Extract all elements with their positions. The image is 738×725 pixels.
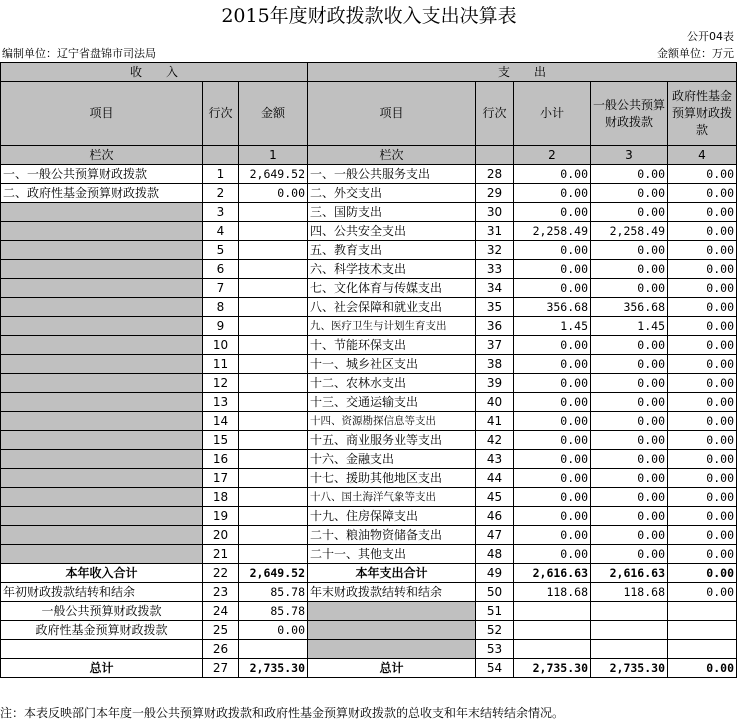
expense-row-no: 40 bbox=[476, 393, 514, 412]
expense-row-no: 29 bbox=[476, 184, 514, 203]
table-row bbox=[1, 317, 737, 336]
expense-general bbox=[591, 602, 668, 621]
income-item bbox=[1, 374, 203, 393]
expense-general: 0.00 bbox=[591, 260, 668, 279]
expense-fund: 0.00 bbox=[668, 184, 737, 203]
expense-item: 十五、商业服务业等支出 bbox=[308, 431, 476, 450]
expense-general: 0.00 bbox=[591, 241, 668, 260]
expense-fund: 0.00 bbox=[668, 526, 737, 545]
income-item: 政府性基金预算财政拨款 bbox=[1, 621, 203, 640]
expense-fund: 0.00 bbox=[668, 165, 737, 184]
report-title: 2015年度财政拨款收入支出决算表 bbox=[221, 5, 517, 27]
expense-general: 2,258.49 bbox=[591, 222, 668, 241]
income-amount bbox=[239, 298, 308, 317]
income-row-no: 27 bbox=[203, 659, 239, 678]
expense-subtotal: 0.00 bbox=[514, 393, 591, 412]
expense-fund: 0.00 bbox=[668, 545, 737, 564]
expense-fund: 0.00 bbox=[668, 431, 737, 450]
table-row bbox=[1, 260, 737, 279]
expense-fund: 0.00 bbox=[668, 260, 737, 279]
income-amount: 85.78 bbox=[239, 602, 308, 621]
expense-subtotal bbox=[514, 640, 591, 659]
income-item bbox=[1, 279, 203, 298]
income-amount: 2,735.30 bbox=[239, 659, 308, 678]
expense-general: 0.00 bbox=[591, 184, 668, 203]
table-row bbox=[1, 355, 737, 374]
income-amount: 0.00 bbox=[239, 184, 308, 203]
expense-item: 十三、交通运输支出 bbox=[308, 393, 476, 412]
table-row bbox=[1, 431, 737, 450]
income-item: 二、政府性基金预算财政拨款 bbox=[1, 184, 203, 203]
expense-row-no: 43 bbox=[476, 450, 514, 469]
expense-subtotal: 0.00 bbox=[514, 469, 591, 488]
expense-item: 六、科学技术支出 bbox=[308, 260, 476, 279]
expense-row-no: 52 bbox=[476, 621, 514, 640]
income-row-no: 12 bbox=[203, 374, 239, 393]
expense-subtotal: 0.00 bbox=[514, 374, 591, 393]
income-section-header: 收 入 bbox=[1, 63, 308, 82]
income-item bbox=[1, 241, 203, 260]
table-row bbox=[1, 393, 737, 412]
table-row bbox=[1, 602, 737, 621]
income-amount bbox=[239, 412, 308, 431]
income-row-no: 16 bbox=[203, 450, 239, 469]
col-index-label-expense: 栏次 bbox=[308, 146, 476, 165]
expense-item: 四、公共安全支出 bbox=[308, 222, 476, 241]
col-index-blank-expense bbox=[476, 146, 514, 165]
table-row bbox=[1, 374, 737, 393]
expense-row-no: 45 bbox=[476, 488, 514, 507]
income-amount bbox=[239, 450, 308, 469]
income-row-no: 7 bbox=[203, 279, 239, 298]
expense-item bbox=[308, 640, 476, 659]
income-amount bbox=[239, 241, 308, 260]
expense-subtotal: 118.68 bbox=[514, 583, 591, 602]
budget-table bbox=[0, 62, 737, 678]
income-row-no: 15 bbox=[203, 431, 239, 450]
expense-general: 0.00 bbox=[591, 507, 668, 526]
expense-item: 二十一、其他支出 bbox=[308, 545, 476, 564]
income-row-no: 24 bbox=[203, 602, 239, 621]
expense-fund: 0.00 bbox=[668, 317, 737, 336]
expense-item: 十六、金融支出 bbox=[308, 450, 476, 469]
header-row-no-expense: 行次 bbox=[476, 82, 514, 146]
table-row bbox=[1, 526, 737, 545]
col-index-3: 3 bbox=[591, 146, 668, 165]
income-row-no: 10 bbox=[203, 336, 239, 355]
table-row bbox=[1, 279, 737, 298]
expense-general: 0.00 bbox=[591, 165, 668, 184]
col-index-4: 4 bbox=[668, 146, 737, 165]
expense-fund: 0.00 bbox=[668, 488, 737, 507]
expense-general: 0.00 bbox=[591, 450, 668, 469]
expense-subtotal: 0.00 bbox=[514, 488, 591, 507]
compiling-unit: 编制单位：辽宁省盘锦市司法局 bbox=[2, 47, 156, 60]
table-row bbox=[1, 640, 737, 659]
expense-row-no: 32 bbox=[476, 241, 514, 260]
expense-item bbox=[308, 602, 476, 621]
income-item: 一般公共预算财政拨款 bbox=[1, 602, 203, 621]
income-amount bbox=[239, 431, 308, 450]
expense-general: 356.68 bbox=[591, 298, 668, 317]
expense-fund bbox=[668, 621, 737, 640]
income-row-no: 9 bbox=[203, 317, 239, 336]
income-item: 本年收入合计 bbox=[1, 564, 203, 583]
expense-row-no: 47 bbox=[476, 526, 514, 545]
expense-subtotal: 0.00 bbox=[514, 241, 591, 260]
income-item bbox=[1, 260, 203, 279]
expense-fund: 0.00 bbox=[668, 279, 737, 298]
income-item bbox=[1, 412, 203, 431]
expense-item: 十九、住房保障支出 bbox=[308, 507, 476, 526]
table-row bbox=[1, 336, 737, 355]
expense-fund: 0.00 bbox=[668, 298, 737, 317]
income-row-no: 17 bbox=[203, 469, 239, 488]
table-row bbox=[1, 222, 737, 241]
expense-subtotal: 0.00 bbox=[514, 336, 591, 355]
table-row bbox=[1, 203, 737, 222]
expense-fund: 0.00 bbox=[668, 469, 737, 488]
expense-row-no: 39 bbox=[476, 374, 514, 393]
expense-general: 0.00 bbox=[591, 279, 668, 298]
expense-item: 一、一般公共服务支出 bbox=[308, 165, 476, 184]
income-amount: 85.78 bbox=[239, 583, 308, 602]
expense-subtotal: 0.00 bbox=[514, 431, 591, 450]
income-item: 总计 bbox=[1, 659, 203, 678]
table-row bbox=[1, 165, 737, 184]
income-row-no: 3 bbox=[203, 203, 239, 222]
expense-general: 0.00 bbox=[591, 203, 668, 222]
income-amount bbox=[239, 374, 308, 393]
table-row bbox=[1, 469, 737, 488]
expense-subtotal: 1.45 bbox=[514, 317, 591, 336]
expense-row-no: 34 bbox=[476, 279, 514, 298]
expense-item: 八、社会保障和就业支出 bbox=[308, 298, 476, 317]
income-amount bbox=[239, 545, 308, 564]
header-item: 项目 bbox=[1, 82, 203, 146]
income-row-no: 6 bbox=[203, 260, 239, 279]
expense-general: 1.45 bbox=[591, 317, 668, 336]
income-amount bbox=[239, 507, 308, 526]
expense-row-no: 36 bbox=[476, 317, 514, 336]
expense-row-no: 44 bbox=[476, 469, 514, 488]
income-amount bbox=[239, 203, 308, 222]
income-amount bbox=[239, 279, 308, 298]
expense-subtotal: 0.00 bbox=[514, 450, 591, 469]
expense-row-no: 37 bbox=[476, 336, 514, 355]
expense-subtotal: 0.00 bbox=[514, 165, 591, 184]
income-amount: 0.00 bbox=[239, 621, 308, 640]
income-row-no: 2 bbox=[203, 184, 239, 203]
expense-subtotal bbox=[514, 602, 591, 621]
expense-general: 0.00 bbox=[591, 412, 668, 431]
expense-row-no: 42 bbox=[476, 431, 514, 450]
income-amount bbox=[239, 526, 308, 545]
table-row bbox=[1, 412, 737, 431]
expense-row-no: 33 bbox=[476, 260, 514, 279]
income-item bbox=[1, 222, 203, 241]
expense-item: 十一、城乡社区支出 bbox=[308, 355, 476, 374]
table-row bbox=[1, 507, 737, 526]
expense-general bbox=[591, 621, 668, 640]
expense-item bbox=[308, 621, 476, 640]
expense-row-no: 28 bbox=[476, 165, 514, 184]
col-index-2: 2 bbox=[514, 146, 591, 165]
expense-row-no: 31 bbox=[476, 222, 514, 241]
income-row-no: 23 bbox=[203, 583, 239, 602]
income-row-no: 25 bbox=[203, 621, 239, 640]
table-row bbox=[1, 184, 737, 203]
income-row-no: 19 bbox=[203, 507, 239, 526]
table-row bbox=[1, 488, 737, 507]
expense-item: 十四、资源勘探信息等支出 bbox=[308, 412, 476, 431]
expense-fund: 0.00 bbox=[668, 336, 737, 355]
expense-fund: 0.00 bbox=[668, 583, 737, 602]
expense-subtotal bbox=[514, 621, 591, 640]
income-row-no: 22 bbox=[203, 564, 239, 583]
expense-fund: 0.00 bbox=[668, 507, 737, 526]
expense-subtotal: 2,735.30 bbox=[514, 659, 591, 678]
expense-subtotal: 0.00 bbox=[514, 260, 591, 279]
income-row-no: 5 bbox=[203, 241, 239, 260]
expense-general: 2,735.30 bbox=[591, 659, 668, 678]
expense-section-header: 支 出 bbox=[308, 63, 737, 82]
table-row bbox=[1, 298, 737, 317]
expense-general: 0.00 bbox=[591, 355, 668, 374]
income-item bbox=[1, 450, 203, 469]
header-subtotal: 小计 bbox=[514, 82, 591, 146]
expense-general: 0.00 bbox=[591, 431, 668, 450]
header-amount: 金额 bbox=[239, 82, 308, 146]
column-index-row bbox=[1, 146, 737, 165]
table-row bbox=[1, 583, 737, 602]
section-header-row bbox=[1, 63, 737, 82]
expense-item: 五、教育支出 bbox=[308, 241, 476, 260]
expense-row-no: 51 bbox=[476, 602, 514, 621]
income-row-no: 14 bbox=[203, 412, 239, 431]
table-row bbox=[1, 564, 737, 583]
expense-fund: 0.00 bbox=[668, 412, 737, 431]
income-amount bbox=[239, 488, 308, 507]
expense-item: 十、节能环保支出 bbox=[308, 336, 476, 355]
table-row bbox=[1, 621, 737, 640]
income-amount bbox=[239, 393, 308, 412]
expense-item: 年末财政拨款结转和结余 bbox=[308, 583, 476, 602]
expense-subtotal: 0.00 bbox=[514, 279, 591, 298]
expense-general: 118.68 bbox=[591, 583, 668, 602]
expense-fund bbox=[668, 640, 737, 659]
table-row bbox=[1, 659, 737, 678]
expense-item: 二、外交支出 bbox=[308, 184, 476, 203]
expense-general: 0.00 bbox=[591, 336, 668, 355]
expense-subtotal: 0.00 bbox=[514, 355, 591, 374]
income-item: 一、一般公共预算财政拨款 bbox=[1, 165, 203, 184]
expense-item: 总计 bbox=[308, 659, 476, 678]
expense-subtotal: 0.00 bbox=[514, 526, 591, 545]
expense-item: 本年支出合计 bbox=[308, 564, 476, 583]
footnote: 注：本表反映部门本年度一般公共预算财政拨款和政府性基金预算财政拨款的总收支和年末结转结余情况。 bbox=[0, 706, 565, 720]
expense-subtotal: 0.00 bbox=[514, 203, 591, 222]
income-row-no: 21 bbox=[203, 545, 239, 564]
income-item bbox=[1, 545, 203, 564]
expense-row-no: 49 bbox=[476, 564, 514, 583]
income-amount bbox=[239, 222, 308, 241]
expense-subtotal: 2,258.49 bbox=[514, 222, 591, 241]
expense-row-no: 50 bbox=[476, 583, 514, 602]
header-item-expense: 项目 bbox=[308, 82, 476, 146]
income-row-no: 20 bbox=[203, 526, 239, 545]
expense-item: 十八、国土海洋气象等支出 bbox=[308, 488, 476, 507]
income-item bbox=[1, 640, 203, 659]
income-item bbox=[1, 507, 203, 526]
expense-general: 0.00 bbox=[591, 526, 668, 545]
income-item bbox=[1, 203, 203, 222]
income-item bbox=[1, 431, 203, 450]
expense-row-no: 53 bbox=[476, 640, 514, 659]
header-fund-budget: 政府性基金预算财政拨款 bbox=[668, 82, 737, 146]
header-row-no: 行次 bbox=[203, 82, 239, 146]
expense-item: 二十、粮油物资储备支出 bbox=[308, 526, 476, 545]
amount-unit: 金额单位：万元 bbox=[657, 47, 734, 60]
expense-general bbox=[591, 640, 668, 659]
income-row-no: 4 bbox=[203, 222, 239, 241]
income-amount bbox=[239, 355, 308, 374]
expense-subtotal: 356.68 bbox=[514, 298, 591, 317]
income-item bbox=[1, 336, 203, 355]
expense-row-no: 46 bbox=[476, 507, 514, 526]
income-row-no: 11 bbox=[203, 355, 239, 374]
expense-fund bbox=[668, 602, 737, 621]
income-row-no: 18 bbox=[203, 488, 239, 507]
expense-subtotal: 0.00 bbox=[514, 412, 591, 431]
expense-subtotal: 0.00 bbox=[514, 184, 591, 203]
table-row bbox=[1, 450, 737, 469]
income-row-no: 1 bbox=[203, 165, 239, 184]
expense-item: 七、文化体育与传媒支出 bbox=[308, 279, 476, 298]
income-amount: 2,649.52 bbox=[239, 165, 308, 184]
header-general-budget: 一般公共预算财政拨款 bbox=[591, 82, 668, 146]
expense-fund: 0.00 bbox=[668, 241, 737, 260]
table-row bbox=[1, 241, 737, 260]
income-item bbox=[1, 393, 203, 412]
table-row bbox=[1, 545, 737, 564]
expense-fund: 0.00 bbox=[668, 393, 737, 412]
form-number: 公开04表 bbox=[687, 30, 734, 43]
expense-general: 0.00 bbox=[591, 393, 668, 412]
income-amount bbox=[239, 336, 308, 355]
expense-row-no: 54 bbox=[476, 659, 514, 678]
income-amount bbox=[239, 640, 308, 659]
expense-row-no: 38 bbox=[476, 355, 514, 374]
income-item bbox=[1, 298, 203, 317]
expense-fund: 0.00 bbox=[668, 355, 737, 374]
income-item bbox=[1, 355, 203, 374]
expense-item: 十七、援助其他地区支出 bbox=[308, 469, 476, 488]
expense-fund: 0.00 bbox=[668, 450, 737, 469]
expense-fund: 0.00 bbox=[668, 203, 737, 222]
expense-row-no: 41 bbox=[476, 412, 514, 431]
income-item bbox=[1, 317, 203, 336]
expense-row-no: 30 bbox=[476, 203, 514, 222]
expense-fund: 0.00 bbox=[668, 659, 737, 678]
expense-subtotal: 0.00 bbox=[514, 507, 591, 526]
col-index-label: 栏次 bbox=[1, 146, 203, 165]
expense-item: 十二、农林水支出 bbox=[308, 374, 476, 393]
expense-general: 0.00 bbox=[591, 374, 668, 393]
col-index-1: 1 bbox=[239, 146, 308, 165]
income-item bbox=[1, 526, 203, 545]
expense-row-no: 48 bbox=[476, 545, 514, 564]
income-row-no: 26 bbox=[203, 640, 239, 659]
expense-fund: 0.00 bbox=[668, 374, 737, 393]
expense-row-no: 35 bbox=[476, 298, 514, 317]
income-row-no: 8 bbox=[203, 298, 239, 317]
expense-subtotal: 2,616.63 bbox=[514, 564, 591, 583]
expense-general: 0.00 bbox=[591, 469, 668, 488]
column-header-row bbox=[1, 82, 737, 146]
income-amount: 2,649.52 bbox=[239, 564, 308, 583]
income-amount bbox=[239, 469, 308, 488]
income-amount bbox=[239, 260, 308, 279]
income-item: 年初财政拨款结转和结余 bbox=[1, 583, 203, 602]
expense-general: 2,616.63 bbox=[591, 564, 668, 583]
income-item bbox=[1, 488, 203, 507]
income-amount bbox=[239, 317, 308, 336]
expense-fund: 0.00 bbox=[668, 222, 737, 241]
income-item bbox=[1, 469, 203, 488]
expense-item: 九、医疗卫生与计划生育支出 bbox=[308, 317, 476, 336]
expense-general: 0.00 bbox=[591, 488, 668, 507]
expense-item: 三、国防支出 bbox=[308, 203, 476, 222]
income-row-no: 13 bbox=[203, 393, 239, 412]
col-index-blank bbox=[203, 146, 239, 165]
expense-fund: 0.00 bbox=[668, 564, 737, 583]
expense-general: 0.00 bbox=[591, 545, 668, 564]
expense-subtotal: 0.00 bbox=[514, 545, 591, 564]
